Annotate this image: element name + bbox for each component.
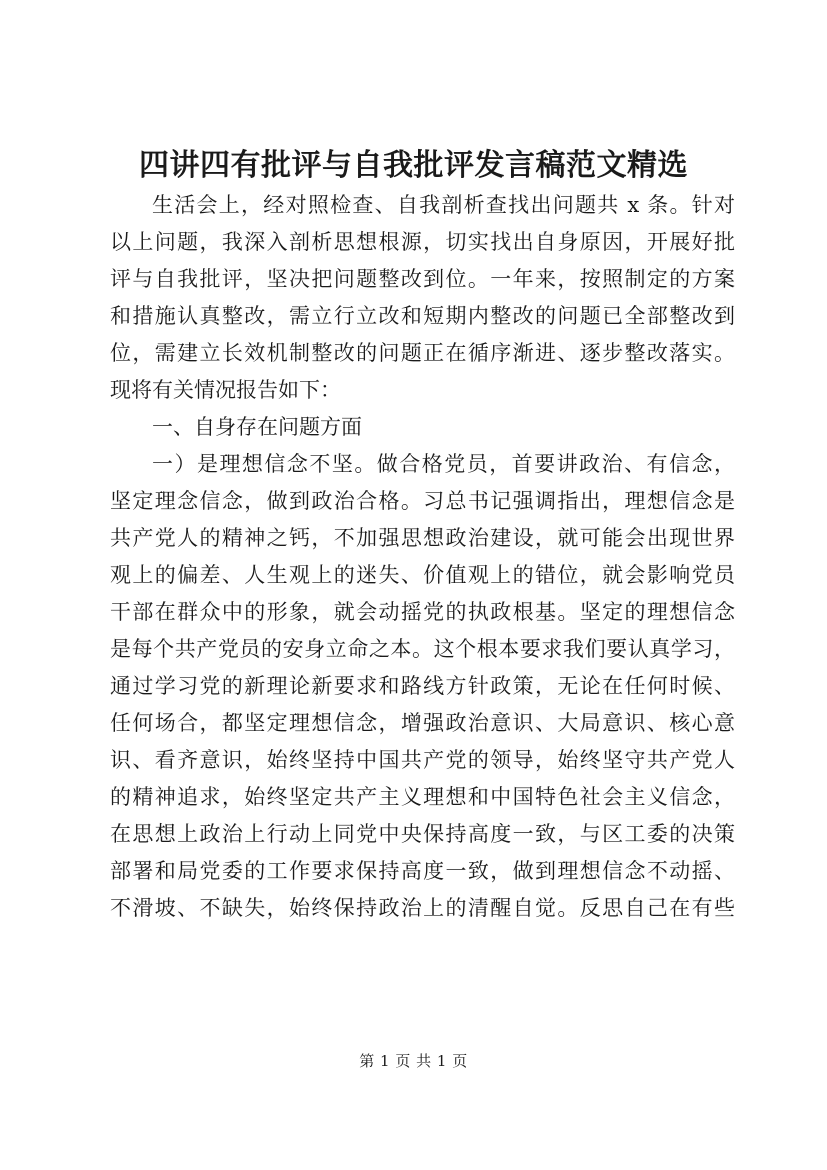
- paragraph-line: 位，需建立长效机制整改的问题正在循序渐进、逐步整改落实。: [110, 341, 735, 365]
- paragraph-line: 识、看齐意识，始终坚持中国共产党的领导，始终坚守共产党人: [110, 748, 735, 772]
- page-footer: 第 1 页 共 1 页: [359, 1052, 468, 1070]
- paragraph-line: 共产党人的精神之钙，不加强思想政治建设，就可能会出现世界: [110, 526, 735, 550]
- section-heading: 一、自身存在问题方面: [152, 415, 362, 439]
- document-title: 四讲四有批评与自我批评发言稿范文精选: [139, 148, 688, 183]
- paragraph-line: 的精神追求，始终坚定共产主义理想和中国特色社会主义信念，: [110, 785, 735, 809]
- paragraph-line: 是每个共产党员的安身立命之本。这个根本要求我们要认真学习，: [110, 637, 735, 661]
- paragraph-line: 生活会上，经对照检查、自我剖析查找出问题共 x 条。针对: [152, 193, 735, 217]
- paragraph-line: 评与自我批评，坚决把问题整改到位。一年来，按照制定的方案: [110, 267, 735, 291]
- paragraph-line: 以上问题，我深入剖析思想根源，切实找出自身原因，开展好批: [110, 230, 735, 254]
- paragraph-line: 部署和局党委的工作要求保持高度一致，做到理想信念不动摇、: [110, 859, 735, 883]
- paragraph-line: 任何场合，都坚定理想信念，增强政治意识、大局意识、核心意: [110, 711, 735, 735]
- paragraph-line: 坚定理念信念，做到政治合格。习总书记强调指出，理想信念是: [110, 489, 735, 513]
- paragraph-line: 和措施认真整改，需立行立改和短期内整改的问题已全部整改到: [110, 304, 735, 328]
- paragraph-line: 不滑坡、不缺失，始终保持政治上的清醒自觉。反思自己在有些: [110, 896, 735, 920]
- paragraph-line: 现将有关情况报告如下：: [110, 378, 341, 402]
- paragraph-line: 干部在群众中的形象，就会动摇党的执政根基。坚定的理想信念: [110, 600, 735, 624]
- paragraph-line: 在思想上政治上行动上同党中央保持高度一致，与区工委的决策: [110, 822, 735, 846]
- document-body: [110, 166, 735, 927]
- paragraph-line: 一）是理想信念不坚。做合格党员，首要讲政治、有信念，: [152, 452, 735, 476]
- paragraph-line: 观上的偏差、人生观上的迷失、价值观上的错位，就会影响党员: [110, 563, 735, 587]
- paragraph-line: 通过学习党的新理论新要求和路线方针政策，无论在任何时候、: [110, 674, 735, 698]
